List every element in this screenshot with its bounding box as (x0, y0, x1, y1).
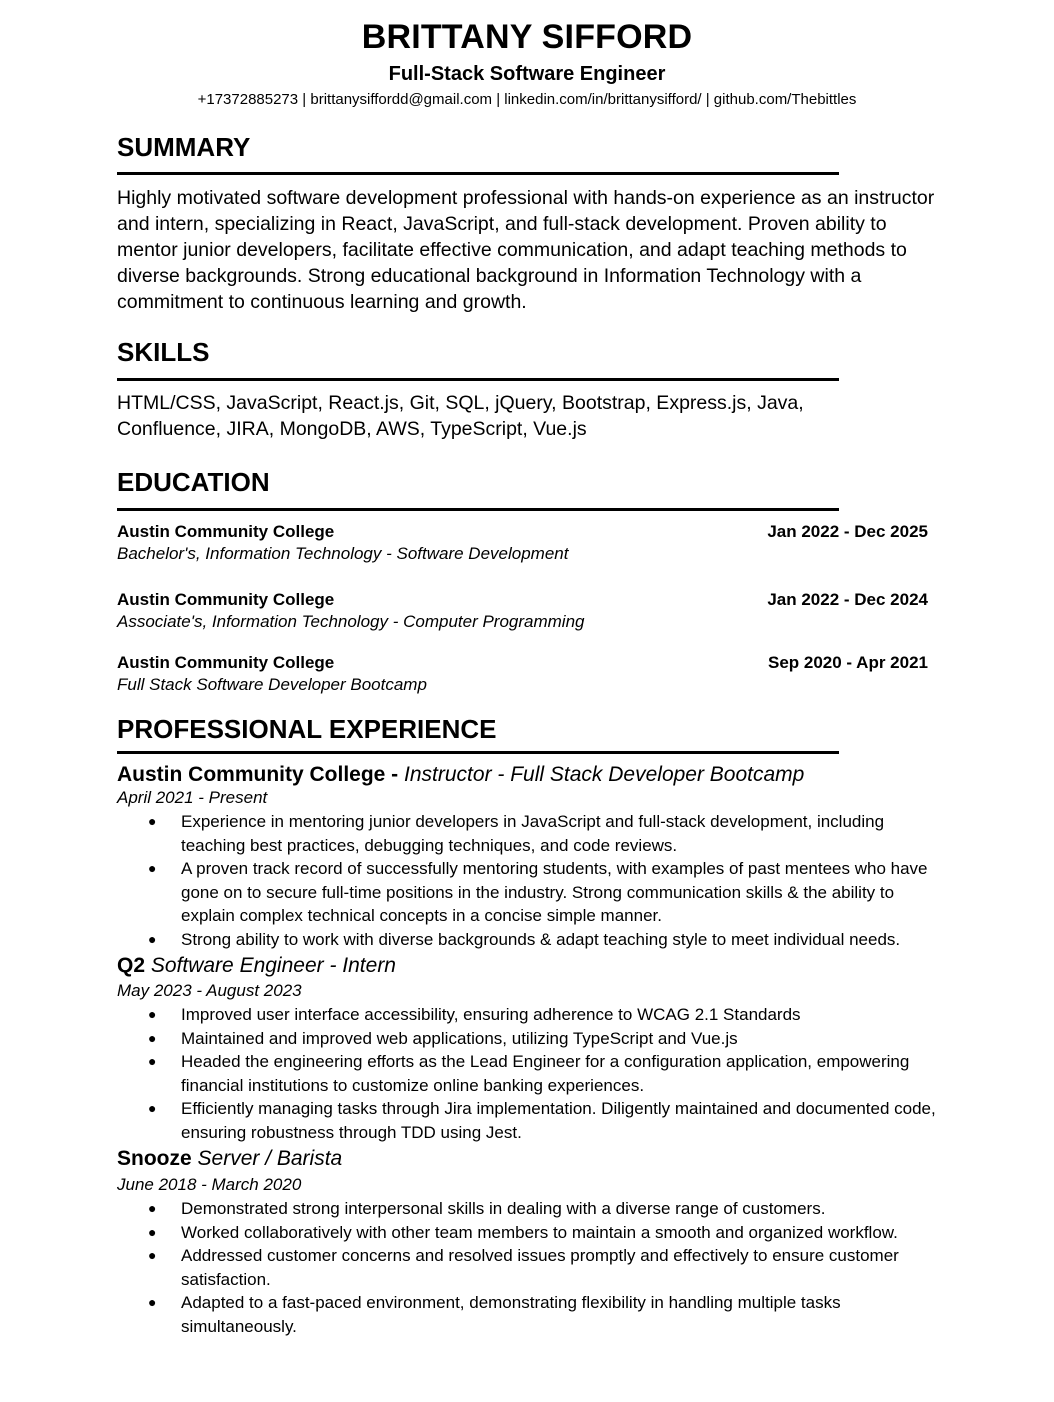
list-item (148, 1003, 948, 1027)
job-role: Server / Barista (197, 1147, 343, 1170)
job-company: Q2 (117, 954, 146, 977)
bullet-text: Experience in mentoring junior developers in JavaScript and full-stack development, including teaching best practices, debugging techniques, and code reviews. (181, 812, 885, 855)
job-dates: May 2023 - August 2023 (117, 981, 302, 1000)
bullet-icon: ● (148, 1029, 157, 1046)
summary-heading: SUMMARY (117, 132, 251, 162)
education-entry (117, 521, 928, 565)
list-item (148, 1027, 948, 1051)
bullet-text: Improved user interface accessibility, ensuring adherence to WCAG 2.1 Standards (181, 1005, 801, 1024)
education-entry (117, 589, 928, 633)
edu-degree: Associate's, Information Technology - Computer Programming (117, 612, 585, 631)
section-divider (117, 172, 839, 175)
experience-heading: PROFESSIONAL EXPERIENCE (117, 714, 497, 744)
candidate-name: BRITTANY SIFFORD (361, 18, 693, 56)
candidate-title: Full-Stack Software Engineer (388, 63, 666, 85)
edu-degree: Bachelor's, Information Technology - Software Development (117, 544, 569, 563)
bullet-text: Efficiently managing tasks through Jira implementation. Diligently maintained and documented code, ensuring robustness through TDD using Jest. (181, 1099, 936, 1142)
list-item (148, 1097, 948, 1144)
job-dates: April 2021 - Present (117, 788, 268, 807)
job-role: Software Engineer - Intern (150, 954, 396, 977)
bullet-text: Demonstrated strong interpersonal skills in dealing with a diverse range of customers. (181, 1199, 826, 1218)
education-heading: EDUCATION (117, 467, 270, 497)
job-bullets (148, 1003, 948, 1144)
summary-text: Highly motivated software development professional with hands-on experience as an instructor and intern, specializing in React, JavaScript, and full-stack development. Proven ability to mentor junior developers, facilitate effective communication, and adapt teaching methods to diverse backgrounds. Strong educational background in Information Technology with a commitment to continuous learning and growth. (117, 187, 935, 313)
section-divider (117, 751, 839, 754)
bullet-text: Maintained and improved web applications, utilizing TypeScript and Vue.js (181, 1028, 738, 1048)
section-divider (117, 508, 839, 511)
bullet-icon: ● (148, 1200, 157, 1216)
job-role: Instructor - Full Stack Developer Bootcamp (404, 763, 805, 786)
list-item (148, 928, 948, 952)
list-item (148, 1244, 948, 1291)
bullet-icon: ● (148, 1053, 157, 1069)
job-header (117, 1146, 342, 1172)
section-divider (117, 378, 839, 381)
list-item (148, 1050, 948, 1097)
edu-dates: Sep 2020 - Apr 2021 (767, 653, 928, 672)
skills-heading: SKILLS (117, 337, 210, 367)
job-dates: June 2018 - March 2020 (117, 1175, 302, 1194)
bullet-text: Headed the engineering efforts as the Lead Engineer for a configuration application, empowering financial institutions to customize online banking experiences. (181, 1052, 910, 1095)
edu-school: Austin Community College (117, 522, 335, 541)
job-bullets (148, 1197, 948, 1338)
skills-text: HTML/CSS, JavaScript, React.js, Git, SQL, jQuery, Bootstrap, Express.js, Java, Confluence, JIRA, MongoDB, AWS, TypeScript, Vue.js (117, 392, 804, 440)
bullet-icon: ● (148, 1006, 157, 1022)
job-bullets (148, 810, 948, 951)
bullet-icon: ● (148, 1247, 157, 1263)
job-header (117, 953, 396, 979)
job-company: Snooze (117, 1147, 192, 1170)
list-item (148, 1291, 948, 1338)
edu-degree: Full Stack Software Developer Bootcamp (117, 675, 427, 694)
bullet-icon: ● (148, 813, 157, 829)
bullet-icon: ● (148, 1100, 157, 1116)
bullet-text: Addressed customer concerns and resolved issues promptly and effectively to ensure customer satisfaction. (181, 1246, 899, 1289)
job-company: Austin Community College - (117, 763, 399, 786)
bullet-text: Worked collaboratively with other team members to maintain a smooth and organized workflow. (181, 1222, 898, 1242)
list-item (148, 1221, 948, 1245)
bullet-icon: ● (148, 1294, 157, 1310)
job-header (117, 762, 804, 788)
bullet-text: Adapted to a fast-paced environment, demonstrating flexibility in handling multiple tasks simultaneously. (181, 1293, 841, 1336)
bullet-icon: ● (148, 1223, 157, 1240)
bullet-text: Strong ability to work with diverse backgrounds & adapt teaching style to meet individual needs. (181, 929, 901, 949)
list-item (148, 857, 948, 928)
list-item (148, 1197, 948, 1221)
edu-dates: Jan 2022 - Dec 2025 (767, 522, 928, 541)
edu-school: Austin Community College (117, 653, 335, 672)
bullet-icon: ● (148, 930, 157, 947)
education-entry (117, 652, 928, 696)
contact-line: +17372885273 | brittanysiffordd@gmail.com | linkedin.com/in/brittanysifford/ | github.com/Thebittles (197, 91, 857, 108)
bullet-text: A proven track record of successfully mentoring students, with examples of past mentees who have gone on to secure full-time positions in the industry. Strong communication skills & the ability to explain complex technical concepts in a concise simple manner. (181, 859, 928, 925)
list-item (148, 810, 948, 857)
edu-dates: Jan 2022 - Dec 2024 (767, 590, 928, 609)
bullet-icon: ● (148, 860, 157, 876)
edu-school: Austin Community College (117, 590, 335, 609)
